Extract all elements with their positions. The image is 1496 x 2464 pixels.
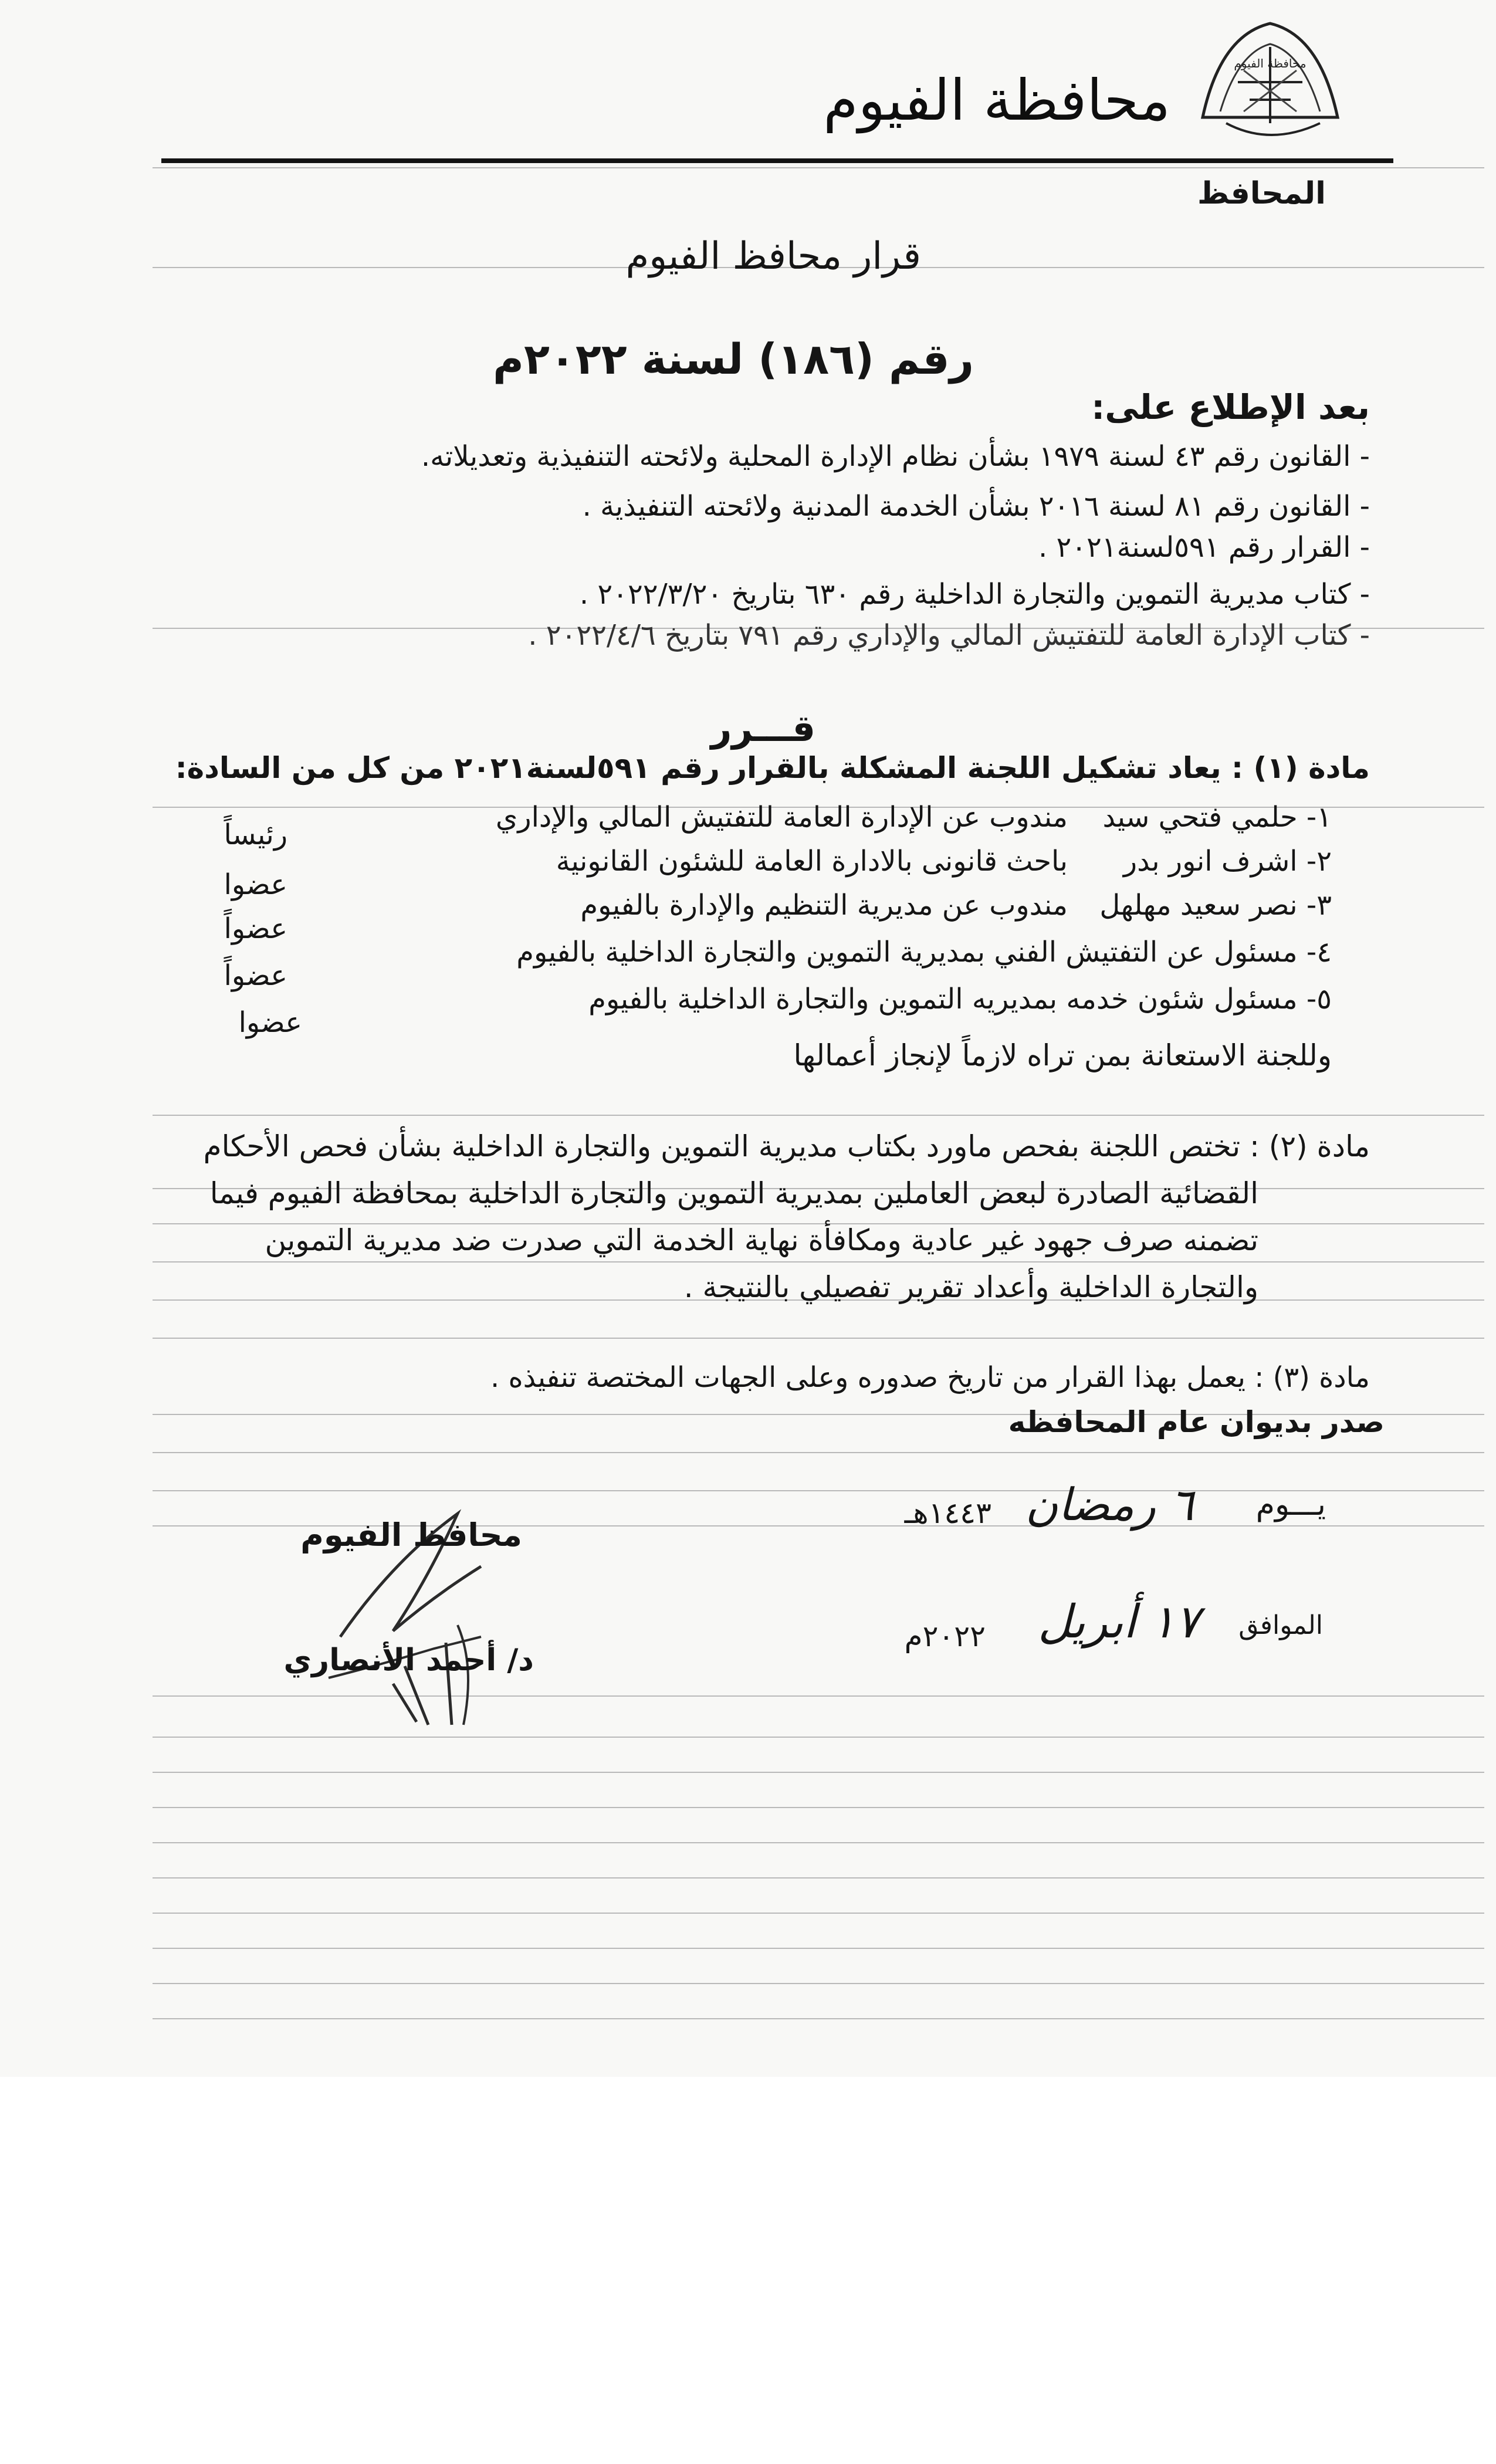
decision-number: رقم (١٨٦) لسنة ٢٠٢٢م: [493, 334, 974, 384]
ruled-line: [153, 2018, 1484, 2019]
article3-text: مادة (٣) : يعمل بهذا القرار من تاريخ صدوره وعلى الجهات المختصة تنفيذه .: [490, 1361, 1370, 1394]
governorate-title: محافظة الفيوم: [823, 67, 1170, 133]
member-position: عضوا: [224, 868, 287, 901]
member-name: ٣- نصر سعيد مهلهل: [1099, 889, 1332, 922]
article2-line: والتجارة الداخلية وأعداد تقرير تفصيلي بالنتيجة .: [683, 1270, 1258, 1304]
ruled-line: [153, 1115, 1484, 1116]
member-position: عضواً: [224, 912, 287, 945]
hijri-year: ١٤٤٣هـ: [904, 1496, 991, 1530]
article1-note: وللجنة الاستعانة بمن تراه لازماً لإنجاز أعمالها: [793, 1038, 1332, 1072]
signatory-name: د/ أحمد الأنصاري: [283, 1643, 534, 1678]
member-position: عضوا: [238, 1006, 302, 1039]
member-role: مندوب عن مديرية التنظيم والإدارة بالفيوم: [580, 889, 1068, 922]
header-thick-rule: [161, 158, 1393, 163]
decree-word: قـــرر: [710, 707, 815, 750]
member-name: ١- حلمي فتحي سيد: [1102, 801, 1332, 834]
article1-heading: مادة (١) : يعاد تشكيل اللجنة المشكلة بالقرار رقم ٥٩١لسنة٢٠٢١ من كل من السادة:: [175, 751, 1370, 785]
ruled-line: [153, 1807, 1484, 1808]
ruled-line: [153, 1877, 1484, 1879]
ruled-line: [153, 1737, 1484, 1738]
member-name: ٤- مسئول عن التفتيش الفني بمديرية التموين والتجارة الداخلية بالفيوم: [516, 936, 1332, 969]
ruled-line: [153, 1452, 1484, 1453]
preamble-item: - القرار رقم ٥٩١لسنة٢٠٢١ .: [1038, 531, 1370, 564]
ruled-line: [153, 1913, 1484, 1914]
greg-year: ٢٠٢٢م: [904, 1619, 986, 1653]
article2-line: مادة (٢) : تختص اللجنة بفحص ماورد بكتاب مديرية التموين والتجارة الداخلية بشأن فحص الأحكام: [203, 1129, 1370, 1163]
member-position: رئيساً: [224, 818, 287, 851]
office-label: المحافظ: [1197, 176, 1326, 211]
preamble-title: بعد الإطلاع على:: [1091, 387, 1370, 427]
ruled-line: [153, 167, 1484, 168]
ruled-line: [153, 1261, 1484, 1263]
signatory-title: محافظ الفيوم: [300, 1517, 522, 1553]
governorate-emblem-icon: [1185, 12, 1355, 147]
preamble-item: - كتاب مديرية التموين والتجارة الداخلية رقم ٦٣٠ بتاريخ ٢٠٢٢/٣/٢٠ .: [579, 578, 1370, 611]
date-day-label: يـــوم: [1255, 1487, 1326, 1522]
ruled-line: [153, 1772, 1484, 1773]
date-greg-label: الموافق: [1238, 1610, 1323, 1640]
hijri-date-handwritten: ٦ رمضان: [1025, 1478, 1194, 1531]
issued-at: صدر بديوان عام المحافظه: [1008, 1405, 1385, 1439]
member-role: باحث قانونى بالادارة العامة للشئون القانونية: [556, 845, 1068, 878]
preamble-item: - القانون رقم ٨١ لسنة ٢٠١٦ بشأن الخدمة المدنية ولائحته التنفيذية .: [582, 490, 1370, 523]
ruled-line: [153, 1338, 1484, 1339]
ruled-line: [153, 1948, 1484, 1949]
ruled-line: [153, 1842, 1484, 1843]
article2-line: القضائية الصادرة لبعض العاملين بمديرية التموين والتجارة الداخلية بمحافظة الفيوم فيما: [209, 1176, 1258, 1210]
member-name: ٥- مسئول شئون خدمه بمديريه التموين والتجارة الداخلية بالفيوم: [588, 983, 1332, 1016]
decision-heading: قرار محافظ الفيوم: [625, 235, 921, 278]
article2-line: تضمنه صرف جهود غير عادية ومكافأة نهاية الخدمة التي صدرت ضد مديرية التموين: [265, 1223, 1258, 1257]
ruled-line: [153, 1983, 1484, 1984]
preamble-item: - القانون رقم ٤٣ لسنة ١٩٧٩ بشأن نظام الإدارة المحلية ولائحته التنفيذية وتعديلاته.: [421, 440, 1370, 473]
preamble-item: - كتاب الإدارة العامة للتفتيش المالي والإداري رقم ٧٩١ بتاريخ ٢٠٢٢/٤/٦ .: [528, 619, 1370, 652]
member-position: عضواً: [224, 959, 287, 992]
greg-date-handwritten: ١٧ أبريل: [1038, 1596, 1200, 1649]
member-name: ٢- اشرف انور بدر: [1123, 845, 1332, 878]
emblem-label: محافظة الفيوم: [1234, 56, 1307, 70]
member-role: مندوب عن الإدارة العامة للتفتيش المالي والإداري: [495, 801, 1068, 834]
